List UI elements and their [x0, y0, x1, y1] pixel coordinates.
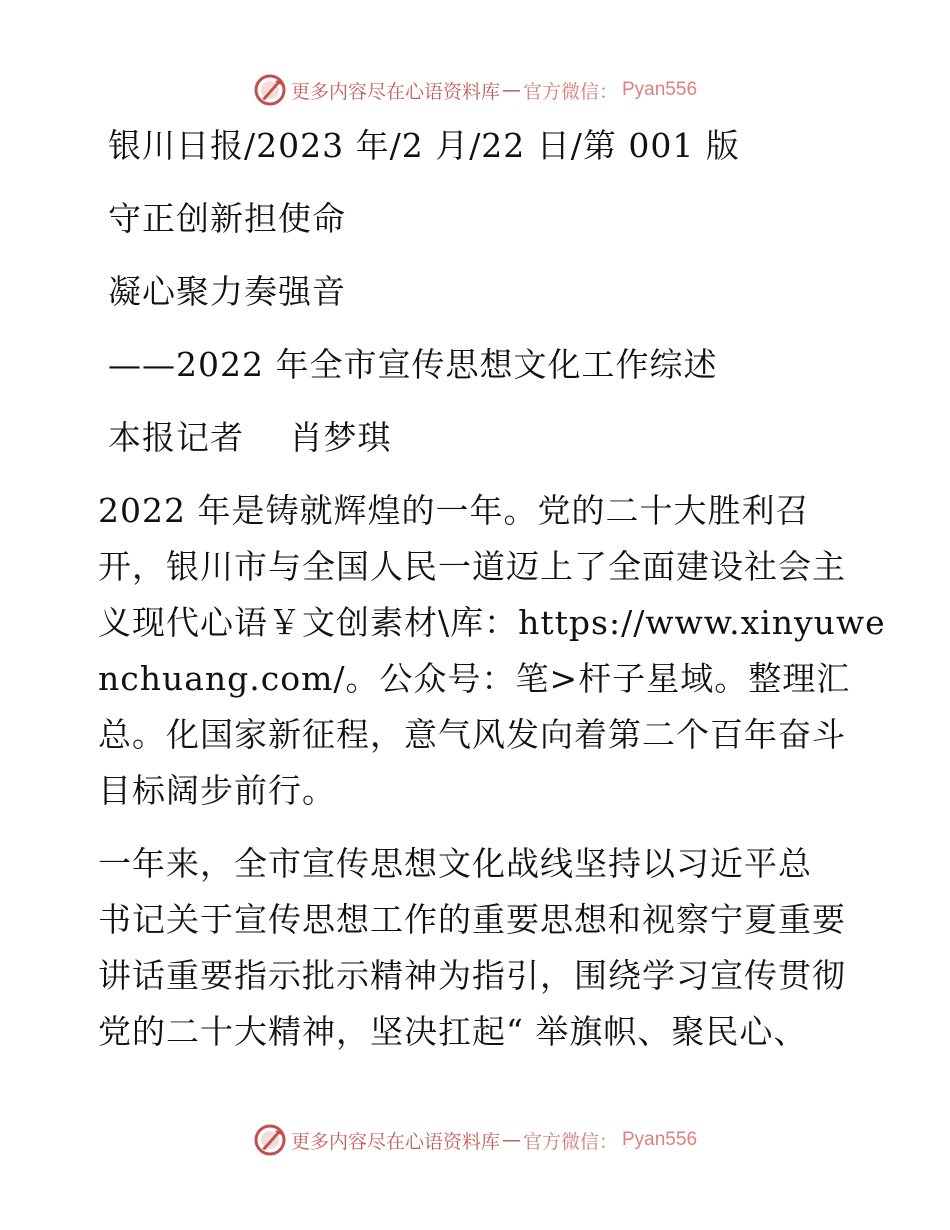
bottom-watermark [0, 1120, 950, 1160]
watermark-wechat-id: Pyan556 [622, 1129, 698, 1150]
byline: 本报记者 肖梦琪 [108, 418, 392, 457]
feather-pen-logo-icon [253, 73, 287, 107]
top-watermark [0, 70, 950, 110]
document-page [98, 118, 886, 1060]
watermark-wechat-id: Pyan556 [622, 79, 698, 100]
article-subtitle: ——2022 年全市宣传思想文化工作综述 [108, 345, 718, 384]
paragraph-line: 2022 年是铸就辉煌的一年。党的二十大胜利召 [98, 491, 810, 530]
watermark-wechat-label: 官方微信： [522, 80, 618, 103]
paragraph-2 [98, 836, 858, 1060]
paragraph-line: 义现代心语￥文创素材\库：https://www.xinyuwe [98, 603, 886, 642]
watermark-brand: 更多内容尽在心语资料库 [290, 80, 500, 103]
paragraph-line: 一年来，全市宣传思想文化战线坚持以习近平总 [98, 844, 812, 883]
paragraph-line: 党的二十大精神，坚决扛起“ 举旗帜、聚民心、 [98, 1012, 808, 1051]
watermark-brand: 更多内容尽在心语资料库 [290, 1130, 500, 1153]
paragraph-line: nchuang.com/。公众号：笔>杆子星域。整理汇 [98, 659, 851, 698]
paragraph-line: 开，银川市与全国人民一道迈上了全面建设社会主 [98, 547, 846, 586]
paragraph-line: 总。化国家新征程，意气风发向着第二个百年奋斗 [98, 715, 846, 754]
watermark-separator: — [501, 1129, 521, 1151]
watermark-wechat-label: 官方微信： [522, 1130, 618, 1153]
paragraph-line: 书记关于宣传思想工作的重要思想和视察宁夏重要 [98, 900, 846, 939]
dateline: 银川日报/2023 年/2 月/22 日/第 001 版 [108, 126, 740, 165]
article-title-line-2: 凝心聚力奏强音 [108, 272, 346, 311]
feather-pen-logo-icon [253, 1123, 287, 1157]
paragraph-1 [98, 483, 886, 819]
watermark-separator: — [501, 79, 521, 101]
article-title-line-1: 守正创新担使命 [108, 199, 346, 238]
paragraph-line: 讲话重要指示批示精神为指引，围绕学习宣传贯彻 [98, 956, 846, 995]
paragraph-line: 目标阔步前行。 [98, 771, 336, 810]
